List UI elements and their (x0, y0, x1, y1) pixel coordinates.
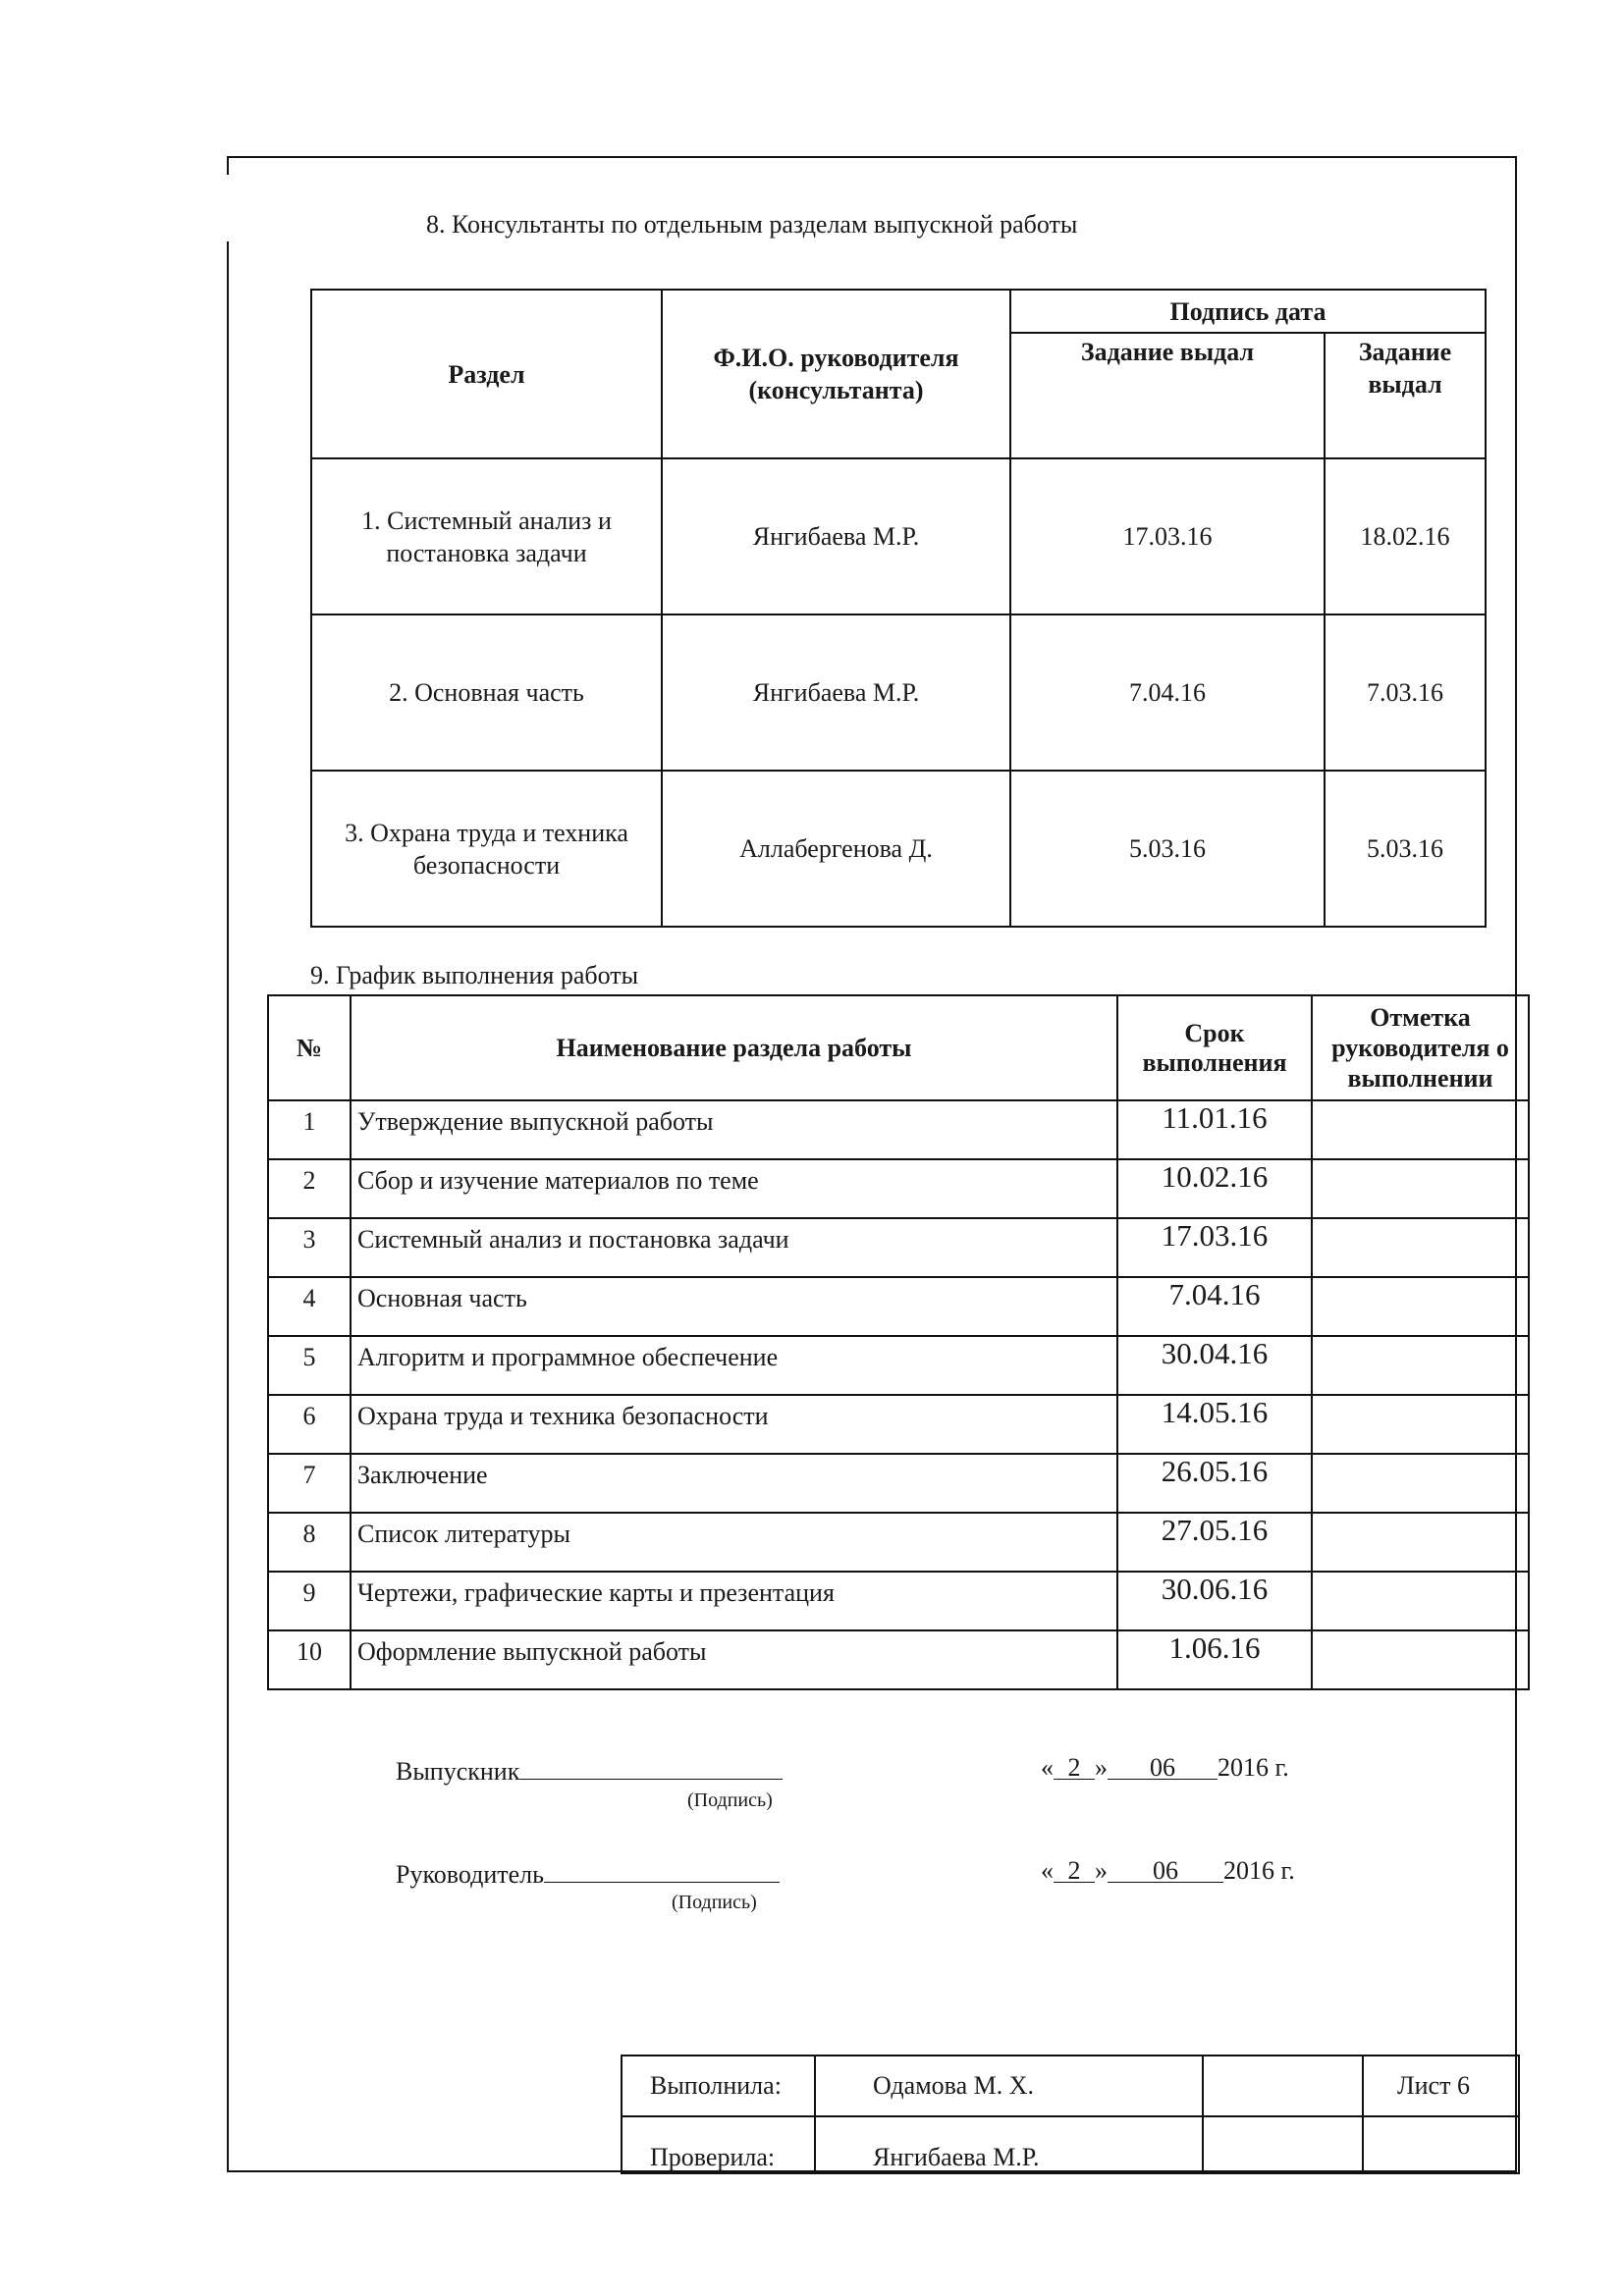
row-date: 17.03.16 (1117, 1218, 1312, 1277)
quote-close: » (1095, 1753, 1108, 1782)
table-row (268, 1218, 1529, 1277)
row-num: 8 (268, 1513, 351, 1572)
row-num: 3 (268, 1218, 351, 1277)
row-num: 5 (268, 1336, 351, 1395)
checked-name: Янгибаева М.Р. (815, 2116, 1203, 2173)
row-received: 18.02.16 (1325, 458, 1486, 614)
supervisor-signature-blank[interactable] (544, 1856, 780, 1883)
row-mark (1312, 1572, 1529, 1630)
row-issued: 7.04.16 (1010, 614, 1325, 771)
row-mark (1312, 1159, 1529, 1218)
row-num: 9 (268, 1572, 351, 1630)
header-received: Задание выдал (1325, 333, 1486, 458)
section8-title: 8. Консультанты по отдельным разделам выпускной работы (426, 210, 1078, 239)
row-date: 10.02.16 (1117, 1159, 1312, 1218)
row-section: 3. Охрана труда и техника безопасности (311, 771, 662, 927)
row-mark (1312, 1630, 1529, 1689)
row-name: Алгоритм и программное обеспечение (351, 1336, 1117, 1395)
sheet-number: Лист 6 (1363, 2056, 1519, 2116)
row-name: Утверждение выпускной работы (351, 1100, 1117, 1159)
row-section: 1. Системный анализ и постановка задачи (311, 458, 662, 614)
row-name: Сбор и изучение материалов по теме (351, 1159, 1117, 1218)
row-name: Янгибаева М.Р. (662, 458, 1010, 614)
row-num: 2 (268, 1159, 351, 1218)
header-deadline: Срок выполнения (1117, 995, 1312, 1100)
row-section: 2. Основная часть (311, 614, 662, 771)
stamp-empty-cell (1203, 2116, 1363, 2173)
table-row (268, 1159, 1529, 1218)
supervisor-month: 06 (1108, 1856, 1223, 1883)
row-mark (1312, 1513, 1529, 1572)
row-name: Список литературы (351, 1513, 1117, 1572)
row-name: Оформление выпускной работы (351, 1630, 1117, 1689)
supervisor-date (1041, 1856, 1295, 1886)
checked-label: Проверила: (622, 2116, 815, 2173)
row-date: 30.06.16 (1117, 1572, 1312, 1630)
table-row (268, 1513, 1529, 1572)
graduate-year: 2016 г. (1218, 1753, 1289, 1782)
row-num: 6 (268, 1395, 351, 1454)
stamp-empty-cell (1363, 2116, 1519, 2173)
row-date: 27.05.16 (1117, 1513, 1312, 1572)
header-issued: Задание выдал (1010, 333, 1325, 458)
row-name: Заключение (351, 1454, 1117, 1513)
row-issued: 17.03.16 (1010, 458, 1325, 614)
row-num: 10 (268, 1630, 351, 1689)
row-received: 7.03.16 (1325, 614, 1486, 771)
header-section: Раздел (311, 290, 662, 458)
section9-title: 9. График выполнения работы (310, 961, 639, 989)
header-name: Наименование раздела работы (351, 995, 1117, 1100)
table-row (268, 1336, 1529, 1395)
supervisor-day: 2 (1054, 1856, 1095, 1883)
supervisor-label: Руководитель (396, 1860, 544, 1889)
row-issued: 5.03.16 (1010, 771, 1325, 927)
row-name: Янгибаева М.Р. (662, 614, 1010, 771)
table-row (268, 1454, 1529, 1513)
row-num: 1 (268, 1100, 351, 1159)
table-row (311, 458, 1486, 614)
row-name: Системный анализ и постановка задачи (351, 1218, 1117, 1277)
supervisor-signature-hint: (Подпись) (672, 1892, 757, 1913)
frame-gap (222, 175, 232, 241)
graduate-signature-blank[interactable] (519, 1753, 783, 1780)
table-row (311, 614, 1486, 771)
row-date: 7.04.16 (1117, 1277, 1312, 1336)
row-name: Чертежи, графические карты и презентация (351, 1572, 1117, 1630)
graduate-label: Выпускник (396, 1757, 520, 1786)
row-date: 11.01.16 (1117, 1100, 1312, 1159)
row-date: 14.05.16 (1117, 1395, 1312, 1454)
table-row (311, 771, 1486, 927)
row-name: Охрана труда и техника безопасности (351, 1395, 1117, 1454)
graduate-signature-line (396, 1753, 783, 1787)
stamp-empty-cell (1203, 2056, 1363, 2116)
quote-close: » (1095, 1856, 1108, 1885)
row-mark (1312, 1277, 1529, 1336)
supervisor-signature-line (396, 1856, 780, 1890)
header-signature-date: Подпись дата (1010, 290, 1486, 333)
row-name: Основная часть (351, 1277, 1117, 1336)
header-supervisor: Ф.И.О. руководителя (консультанта) (662, 290, 1010, 458)
row-mark (1312, 1454, 1529, 1513)
row-mark (1312, 1218, 1529, 1277)
header-num: № (268, 995, 351, 1100)
table-row (268, 1630, 1529, 1689)
title-block (621, 2055, 1520, 2174)
consultants-table (310, 289, 1487, 928)
table-row (268, 1395, 1529, 1454)
row-num: 7 (268, 1454, 351, 1513)
row-name: Аллабергенова Д. (662, 771, 1010, 927)
quote-open: « (1041, 1753, 1054, 1782)
graduate-signature-hint: (Подпись) (687, 1789, 773, 1811)
table-row (268, 1100, 1529, 1159)
row-date: 30.04.16 (1117, 1336, 1312, 1395)
header-mark: Отметка руководителя о выполнении (1312, 995, 1529, 1100)
row-date: 1.06.16 (1117, 1630, 1312, 1689)
row-mark (1312, 1395, 1529, 1454)
done-name: Одамова М. Х. (815, 2056, 1203, 2116)
graduate-day: 2 (1054, 1753, 1095, 1780)
row-mark (1312, 1336, 1529, 1395)
row-date: 26.05.16 (1117, 1454, 1312, 1513)
done-label: Выполнила: (622, 2056, 815, 2116)
table-row (268, 1572, 1529, 1630)
graduate-date (1041, 1753, 1289, 1783)
quote-open: « (1041, 1856, 1054, 1885)
schedule-table (267, 994, 1530, 1690)
row-num: 4 (268, 1277, 351, 1336)
supervisor-year: 2016 г. (1223, 1856, 1295, 1885)
row-received: 5.03.16 (1325, 771, 1486, 927)
table-row (268, 1277, 1529, 1336)
graduate-month: 06 (1108, 1753, 1218, 1780)
row-mark (1312, 1100, 1529, 1159)
